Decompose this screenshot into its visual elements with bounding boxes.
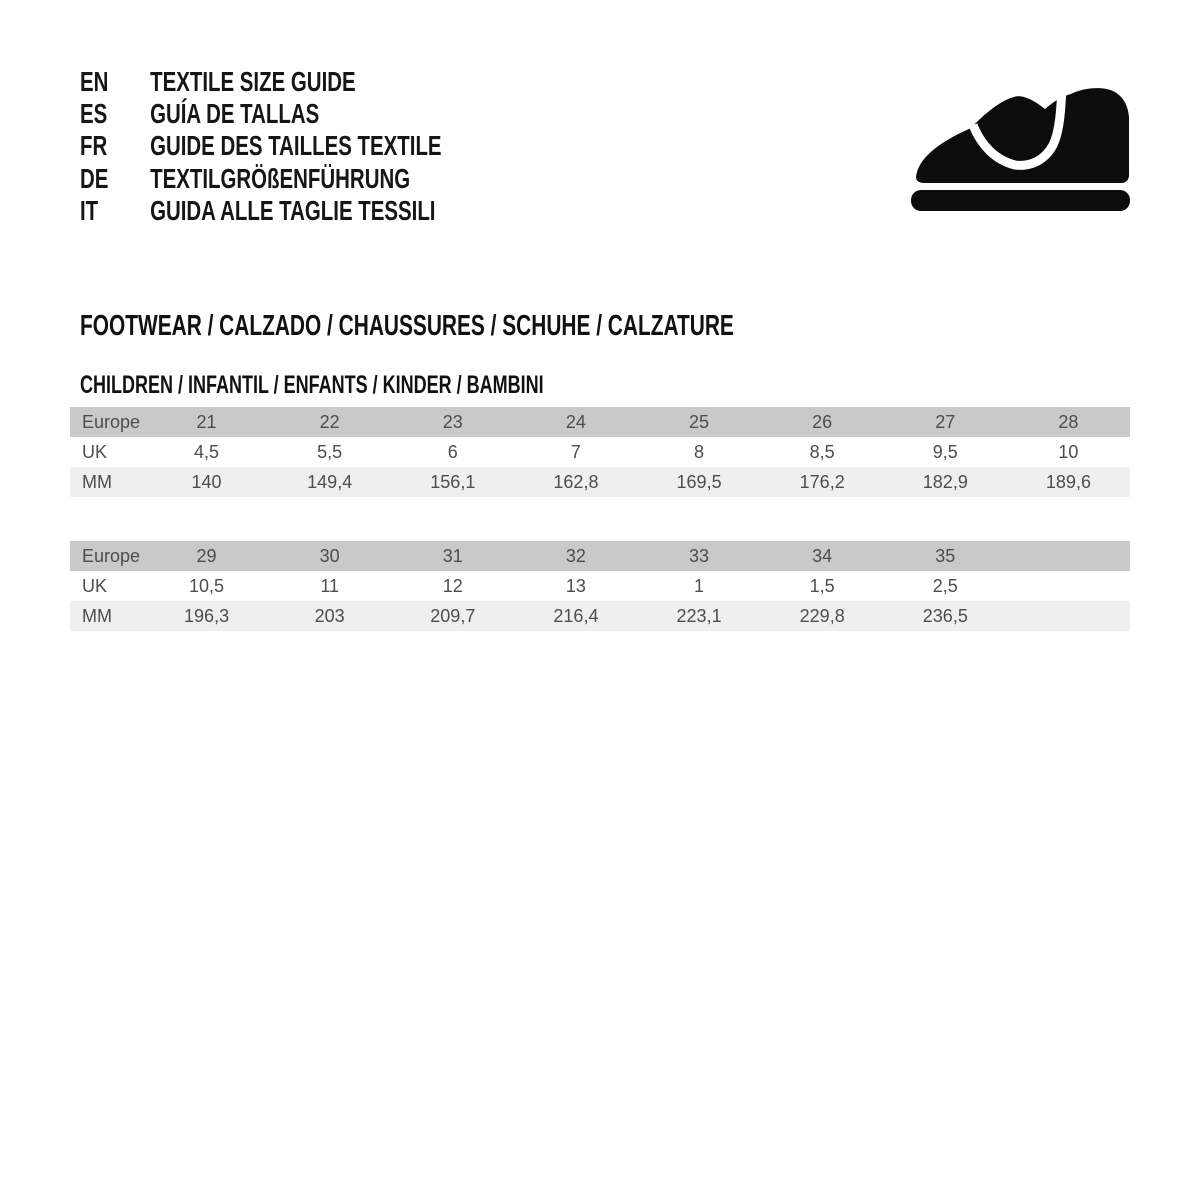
row-label: Europe: [70, 407, 145, 437]
table-row-mm: [70, 467, 1130, 497]
size-cell: 26: [761, 407, 884, 437]
language-label: TEXTILGRÖßENFÜHRUNG: [150, 162, 411, 194]
size-cell: 9,5: [932, 441, 958, 462]
size-cell: 4,5: [194, 441, 220, 462]
size-cell: [1007, 541, 1130, 571]
size-cell: 140: [145, 467, 268, 497]
section-subtitle: CHILDREN / INFANTIL / ENFANTS / KINDER / BAMBINI: [80, 371, 544, 399]
language-row: [80, 195, 442, 227]
language-row: [80, 66, 442, 98]
size-cell: 209,7: [391, 601, 514, 631]
size-cell: 10: [1058, 441, 1079, 462]
size-cell: 25: [638, 407, 761, 437]
language-code: ES: [80, 98, 108, 130]
language-label: GUIDE DES TAILLES TEXTILE: [150, 130, 442, 162]
row-label: Europe: [70, 541, 145, 571]
size-cell: 169,5: [638, 467, 761, 497]
row-label: UK: [82, 441, 108, 462]
language-label: GUÍA DE TALLAS: [150, 98, 320, 130]
children-size-table-1: [70, 407, 1130, 497]
size-cell: 2,5: [932, 575, 958, 596]
language-row: [80, 163, 442, 195]
size-cell: 31: [391, 541, 514, 571]
size-cell: 182,9: [884, 467, 1007, 497]
size-cell: 33: [638, 541, 761, 571]
size-cell: 5,5: [317, 441, 343, 462]
size-cell: 223,1: [638, 601, 761, 631]
language-code: DE: [80, 162, 109, 194]
size-cell: 30: [268, 541, 391, 571]
section-title: FOOTWEAR / CALZADO / CHAUSSURES / SCHUHE / CALZATURE: [80, 310, 734, 342]
size-cell: 162,8: [514, 467, 637, 497]
size-cell: 29: [145, 541, 268, 571]
language-code: IT: [80, 194, 99, 226]
size-cell: 32: [514, 541, 637, 571]
size-cell: 10,5: [189, 575, 225, 596]
size-cell: 1: [694, 575, 705, 596]
language-row: [80, 98, 442, 130]
size-cell: 8,5: [809, 441, 835, 462]
language-label: GUIDA ALLE TAGLIE TESSILI: [150, 194, 436, 226]
language-code: EN: [80, 66, 109, 97]
children-size-table-2: [70, 541, 1130, 631]
size-cell: 189,6: [1007, 467, 1130, 497]
size-cell: 149,4: [268, 467, 391, 497]
size-cell: 28: [1007, 407, 1130, 437]
row-label: MM: [70, 467, 145, 497]
size-cell: 196,3: [145, 601, 268, 631]
table-row-europe: [70, 407, 1130, 437]
language-guide: [80, 66, 575, 227]
size-cell: 35: [884, 541, 1007, 571]
size-cell: [1007, 601, 1130, 631]
size-cell: 156,1: [391, 467, 514, 497]
size-cell: 21: [145, 407, 268, 437]
table-row-mm: [70, 601, 1130, 631]
table-row-europe: [70, 541, 1130, 571]
table-row-uk: [70, 571, 1130, 601]
size-cell: 236,5: [884, 601, 1007, 631]
size-cell: 7: [570, 441, 581, 462]
size-cell: 11: [320, 575, 340, 596]
size-cell: 203: [268, 601, 391, 631]
language-code: FR: [80, 130, 108, 162]
size-cell: 24: [514, 407, 637, 437]
size-cell: 23: [391, 407, 514, 437]
size-cell: 34: [761, 541, 884, 571]
size-cell: 22: [268, 407, 391, 437]
row-label: MM: [70, 601, 145, 631]
table-row-uk: [70, 437, 1130, 467]
size-cell: 1,5: [809, 575, 835, 596]
size-cell: 27: [884, 407, 1007, 437]
size-cell: 6: [447, 441, 458, 462]
size-cell: 8: [694, 441, 705, 462]
size-cell: [1007, 571, 1130, 601]
language-label: TEXTILE SIZE GUIDE: [150, 66, 356, 97]
size-cell: 229,8: [761, 601, 884, 631]
size-cell: 12: [442, 575, 463, 596]
row-label: UK: [82, 575, 108, 596]
size-cell: 13: [565, 575, 586, 596]
language-row: [80, 130, 442, 162]
children-shoe-icon: [903, 83, 1133, 213]
size-cell: 176,2: [761, 467, 884, 497]
size-cell: 216,4: [514, 601, 637, 631]
